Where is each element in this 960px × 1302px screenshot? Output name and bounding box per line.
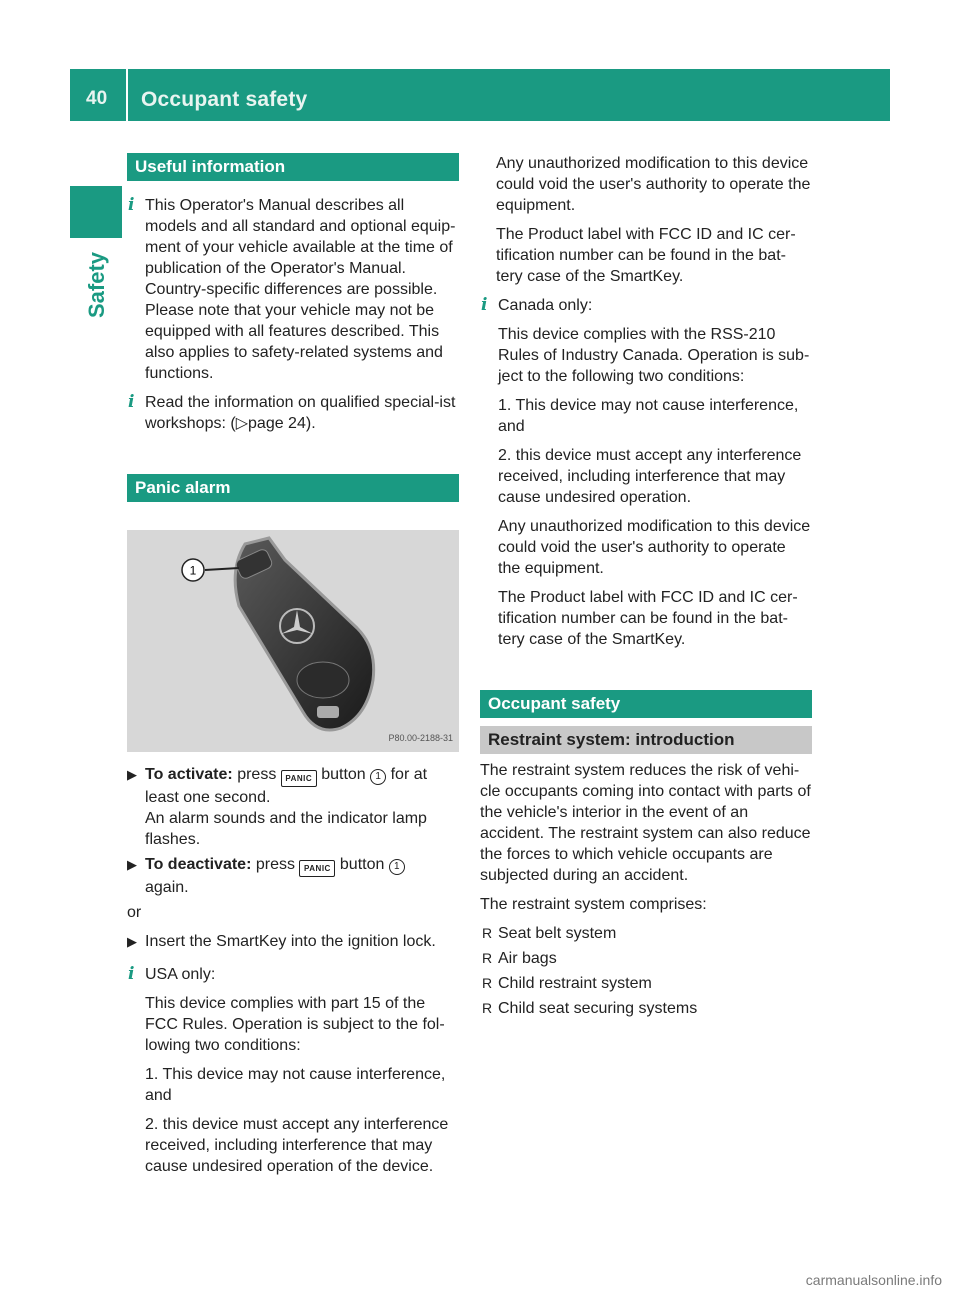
info-note (127, 195, 459, 384)
panic-button-icon: PANIC (299, 860, 335, 877)
info-icon: i (128, 195, 135, 215)
occupant-safety-heading: Occupant safety (480, 690, 812, 718)
callout-ref: 1 (370, 769, 386, 785)
bullet-icon: R (482, 950, 493, 966)
list-item: R Child restraint system (482, 975, 652, 992)
bullet-icon: R (482, 975, 493, 991)
step-arrow-icon: ▶ (127, 934, 137, 949)
step-arrow-icon: ▶ (127, 767, 137, 782)
restraint-comprises: The restraint system comprises: (480, 896, 707, 913)
callout-ref: 1 (389, 859, 405, 875)
panic-button-icon: PANIC (281, 770, 317, 787)
info-icon: i (128, 392, 135, 412)
page-number: 40 (86, 88, 108, 109)
left-column (127, 153, 459, 1185)
list-item: R Seat belt system (482, 925, 617, 942)
side-tab-marker (70, 186, 122, 238)
list-item: R Air bags (482, 950, 557, 967)
panic-alarm-heading: Panic alarm (127, 474, 459, 502)
restraint-paragraph: The restraint system reduces the risk of vehi-cle occupants coming into contact with parts of the vehicle's interior in the event of an accident. The restraint system can also reduce the forces to which vehicle occupants are subjected during an accident. (480, 762, 811, 884)
step-arrow-icon: ▶ (127, 857, 137, 872)
step-deactivate: ▶ To deactivate: press PANIC button 1 again. (127, 854, 459, 898)
page-title: Occupant safety (141, 88, 308, 111)
canada-note: i Canada only: This device complies with the RSS-210 Rules of Industry Canada. Operation is sub-ject to the following two conditions: 1. This device may not cause interference, and 2. this device must accept any interference received, including interference that may cause undesired operation. Any unauthorized modification to this device could void the user's authority to operate the equipment. The Product label with FCC ID and IC cer-tification number can be found in the bat-tery case of the SmartKey. (481, 295, 811, 648)
page-reference-link[interactable]: page 24 (248, 415, 306, 432)
info-text: This Operator's Manual describes all models and all standard and optional equip-ment of your vehicle available at the time of publication of the Operator's Manual. Country-specific differences are possible. Please note that your vehicle may not be equipped with all features described. This also applies to safety-related systems and functions. (145, 197, 456, 382)
right-column (480, 153, 812, 1023)
callout-number: 1 (189, 563, 197, 578)
info-icon: i (481, 295, 488, 315)
info-icon: i (128, 964, 135, 984)
info-note: i Read the information on qualified special-ist workshops: (▷page 24). (128, 392, 456, 432)
step-activate: ▶ To activate: press PANIC button 1 for at least one second. An alarm sounds and the indicator lamp flashes. (127, 766, 428, 848)
bullet-icon: R (482, 925, 493, 941)
or-text: or (127, 904, 142, 921)
smartkey-figure (127, 530, 459, 752)
usa-note: i USA only: This device complies with part 15 of the FCC Rules. Operation is subject to the fol-lowing two conditions: 1. This device may not cause interference, and 2. this device must accept any interference received, including interference that may cause undesired operation of the device. (128, 964, 449, 1175)
smartkey-illustration (127, 530, 459, 752)
watermark: carmanualsonline.info (805, 1272, 942, 1288)
restraint-system-heading: Restraint system: introduction (480, 726, 812, 754)
figure-code: P80.00-2188-31 (388, 733, 453, 743)
side-tab-label: Safety (84, 251, 109, 318)
step-ignition: ▶ Insert the SmartKey into the ignition lock. (127, 933, 436, 950)
info-text: Read the information on qualified special-ist workshops: ( (145, 394, 456, 432)
useful-information-heading: Useful information (127, 153, 459, 181)
list-item: R Child seat securing systems (482, 1000, 698, 1017)
step-result: An alarm sounds and the indicator lamp flashes. (145, 810, 427, 848)
usa-note-continued: Any unauthorized modification to this device could void the user's authority to operate the equipment. The Product label with FCC ID and IC cer-tification number can be found in the bat-tery case of the SmartKey. (496, 155, 811, 285)
bullet-icon: R (482, 1000, 493, 1016)
page-ref-arrow-icon: ▷ (235, 415, 249, 432)
header-divider (126, 69, 128, 121)
